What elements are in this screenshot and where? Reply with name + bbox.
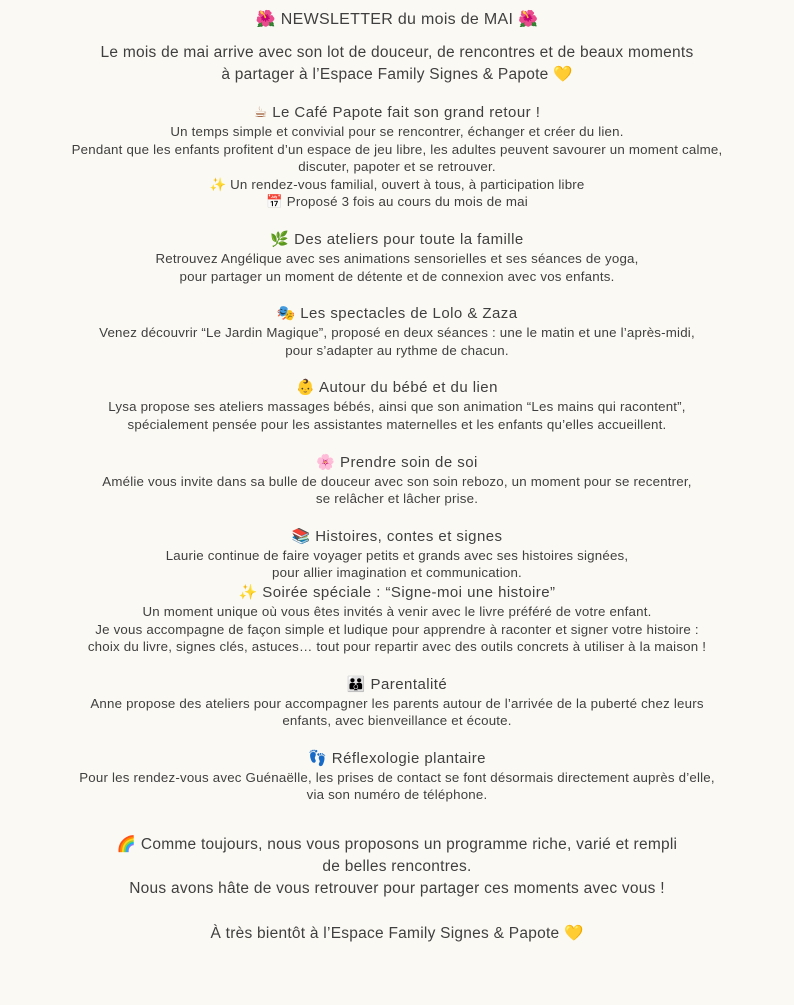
herb-icon: 🌿 bbox=[270, 230, 290, 248]
section-heading bbox=[14, 748, 780, 769]
section-line: Amélie vous invite dans sa bulle de douceur avec son soin rebozo, un moment pour se recentrer, bbox=[102, 473, 692, 489]
section-line: Laurie continue de faire voyager petits et grands avec ses histoires signées, bbox=[165, 547, 629, 563]
section-line: pour allier imagination et communication. bbox=[272, 565, 522, 581]
section-heading-text: Autour du bébé et du lien bbox=[319, 379, 498, 397]
section-prendre-soin-de-soi bbox=[14, 452, 780, 508]
hibiscus-icon: 🌺 bbox=[517, 11, 539, 28]
section-line: Je vous accompagne de façon simple et ludique pour apprendre à raconter et signer votre histoire : bbox=[95, 621, 699, 637]
newsletter-title bbox=[14, 9, 780, 31]
section-heading-text: Parentalité bbox=[370, 675, 448, 693]
section-line: Retrouvez Angélique avec ses animations sensorielles et ses séances de yoga, bbox=[155, 250, 639, 266]
section-line bbox=[14, 193, 780, 211]
section-heading bbox=[14, 377, 780, 398]
section-heading bbox=[14, 674, 780, 695]
section-heading bbox=[14, 452, 780, 473]
sparkles-icon: ✨ bbox=[238, 583, 258, 601]
books-icon: 📚 bbox=[291, 527, 311, 545]
rainbow-icon: 🌈 bbox=[116, 836, 137, 854]
section-heading-text: Le Café Papote fait son grand retour ! bbox=[272, 104, 541, 121]
section-heading-text: Des ateliers pour toute la famille bbox=[294, 230, 524, 248]
cherry-blossom-icon: 🌸 bbox=[316, 453, 336, 471]
baby-icon: 👶 bbox=[296, 379, 316, 397]
intro-line bbox=[14, 64, 780, 86]
section-heading bbox=[14, 303, 780, 324]
section-line: Venez découvrir “Le Jardin Magique”, proposé en deux séances : une le matin et une l’après-midi, bbox=[99, 325, 695, 341]
farewell-text: À très bientôt à l’Espace Family Signes & Papote bbox=[210, 925, 560, 943]
footprints-icon: 👣 bbox=[308, 749, 328, 767]
section-line: choix du livre, signes clés, astuces… tout pour repartir avec des outils concrets à utiliser à la maison ! bbox=[87, 639, 707, 655]
closing-line bbox=[14, 834, 780, 856]
theater-masks-icon: 🎭 bbox=[276, 305, 296, 323]
section-heading-text: Les spectacles de Lolo & Zaza bbox=[300, 305, 518, 323]
section-histoires-contes-signes bbox=[14, 526, 780, 656]
yellow-heart-icon: 💛 bbox=[563, 925, 584, 943]
section-heading-text: Histoires, contes et signes bbox=[315, 527, 503, 545]
hibiscus-icon: 🌺 bbox=[255, 11, 277, 28]
closing-line: Nous avons hâte de vous retrouver pour partager ces moments avec vous ! bbox=[129, 880, 665, 898]
newsletter-title-text: NEWSLETTER du mois de MAI bbox=[280, 11, 514, 28]
section-line: pour s’adapter au rythme de chacun. bbox=[285, 342, 509, 358]
section-line: via son numéro de téléphone. bbox=[306, 787, 488, 803]
section-line: enfants, avec bienveillance et écoute. bbox=[282, 713, 512, 729]
closing-line-text: Comme toujours, nous vous proposons un programme riche, varié et rempli bbox=[140, 836, 678, 854]
section-heading bbox=[14, 526, 780, 547]
closing-line: de belles rencontres. bbox=[322, 858, 472, 876]
section-autour-du-bebe bbox=[14, 377, 780, 433]
section-line-text: Un rendez-vous familial, ouvert à tous, à participation libre bbox=[230, 176, 585, 192]
section-line: spécialement pensée pour les assistantes maternelles et les enfants qu’elles accueillent. bbox=[127, 416, 667, 432]
sparkles-icon: ✨ bbox=[209, 176, 227, 192]
section-ateliers-famille bbox=[14, 229, 780, 285]
intro-line: Le mois de mai arrive avec son lot de douceur, de rencontres et de beaux moments bbox=[100, 44, 694, 61]
section-heading-text: Réflexologie plantaire bbox=[331, 749, 486, 767]
section-line bbox=[14, 176, 780, 194]
intro-paragraph bbox=[14, 42, 780, 86]
section-line: pour partager un moment de détente et de connexion avec vos enfants. bbox=[179, 268, 615, 284]
calendar-icon: 📅 bbox=[266, 194, 283, 210]
section-line: se relâcher et lâcher prise. bbox=[315, 491, 479, 507]
section-line: Un moment unique où vous êtes invités à venir avec le livre préféré de votre enfant. bbox=[142, 603, 652, 619]
intro-line-text: à partager à l’Espace Family Signes & Papote bbox=[221, 66, 549, 83]
section-subheading-text: Soirée spéciale : “Signe-moi une histoire” bbox=[262, 583, 556, 601]
section-line: Lysa propose ses ateliers massages bébés, ainsi que son animation “Les mains qui racontent”, bbox=[108, 399, 686, 415]
section-reflexologie-plantaire bbox=[14, 748, 780, 804]
section-cafe-papote bbox=[14, 102, 780, 211]
section-line: Pendant que les enfants profitent d’un espace de jeu libre, les adultes peuvent savourer un moment calme, bbox=[71, 141, 723, 157]
section-subheading bbox=[14, 582, 780, 603]
section-line: discuter, papoter et se retrouver. bbox=[298, 159, 496, 175]
coffee-icon: ☕ bbox=[253, 104, 268, 121]
section-line: Pour les rendez-vous avec Guénaëlle, les prises de contact se font désormais directement auprès d’elle, bbox=[79, 769, 715, 785]
family-icon: 👪 bbox=[346, 675, 366, 693]
section-heading-text: Prendre soin de soi bbox=[339, 453, 478, 471]
section-line: Un temps simple et convivial pour se rencontrer, échanger et créer du lien. bbox=[170, 124, 624, 139]
section-spectacles-lolo-zaza bbox=[14, 303, 780, 359]
section-heading bbox=[14, 229, 780, 250]
farewell-line bbox=[14, 923, 780, 945]
yellow-heart-icon: 💛 bbox=[553, 66, 573, 83]
section-parentalite bbox=[14, 674, 780, 730]
section-line-text: Proposé 3 fois au cours du mois de mai bbox=[286, 194, 528, 210]
closing-paragraph bbox=[14, 834, 780, 945]
section-heading bbox=[14, 102, 780, 123]
section-line: Anne propose des ateliers pour accompagner les parents autour de l’arrivée de la puberté chez leurs bbox=[90, 695, 704, 711]
